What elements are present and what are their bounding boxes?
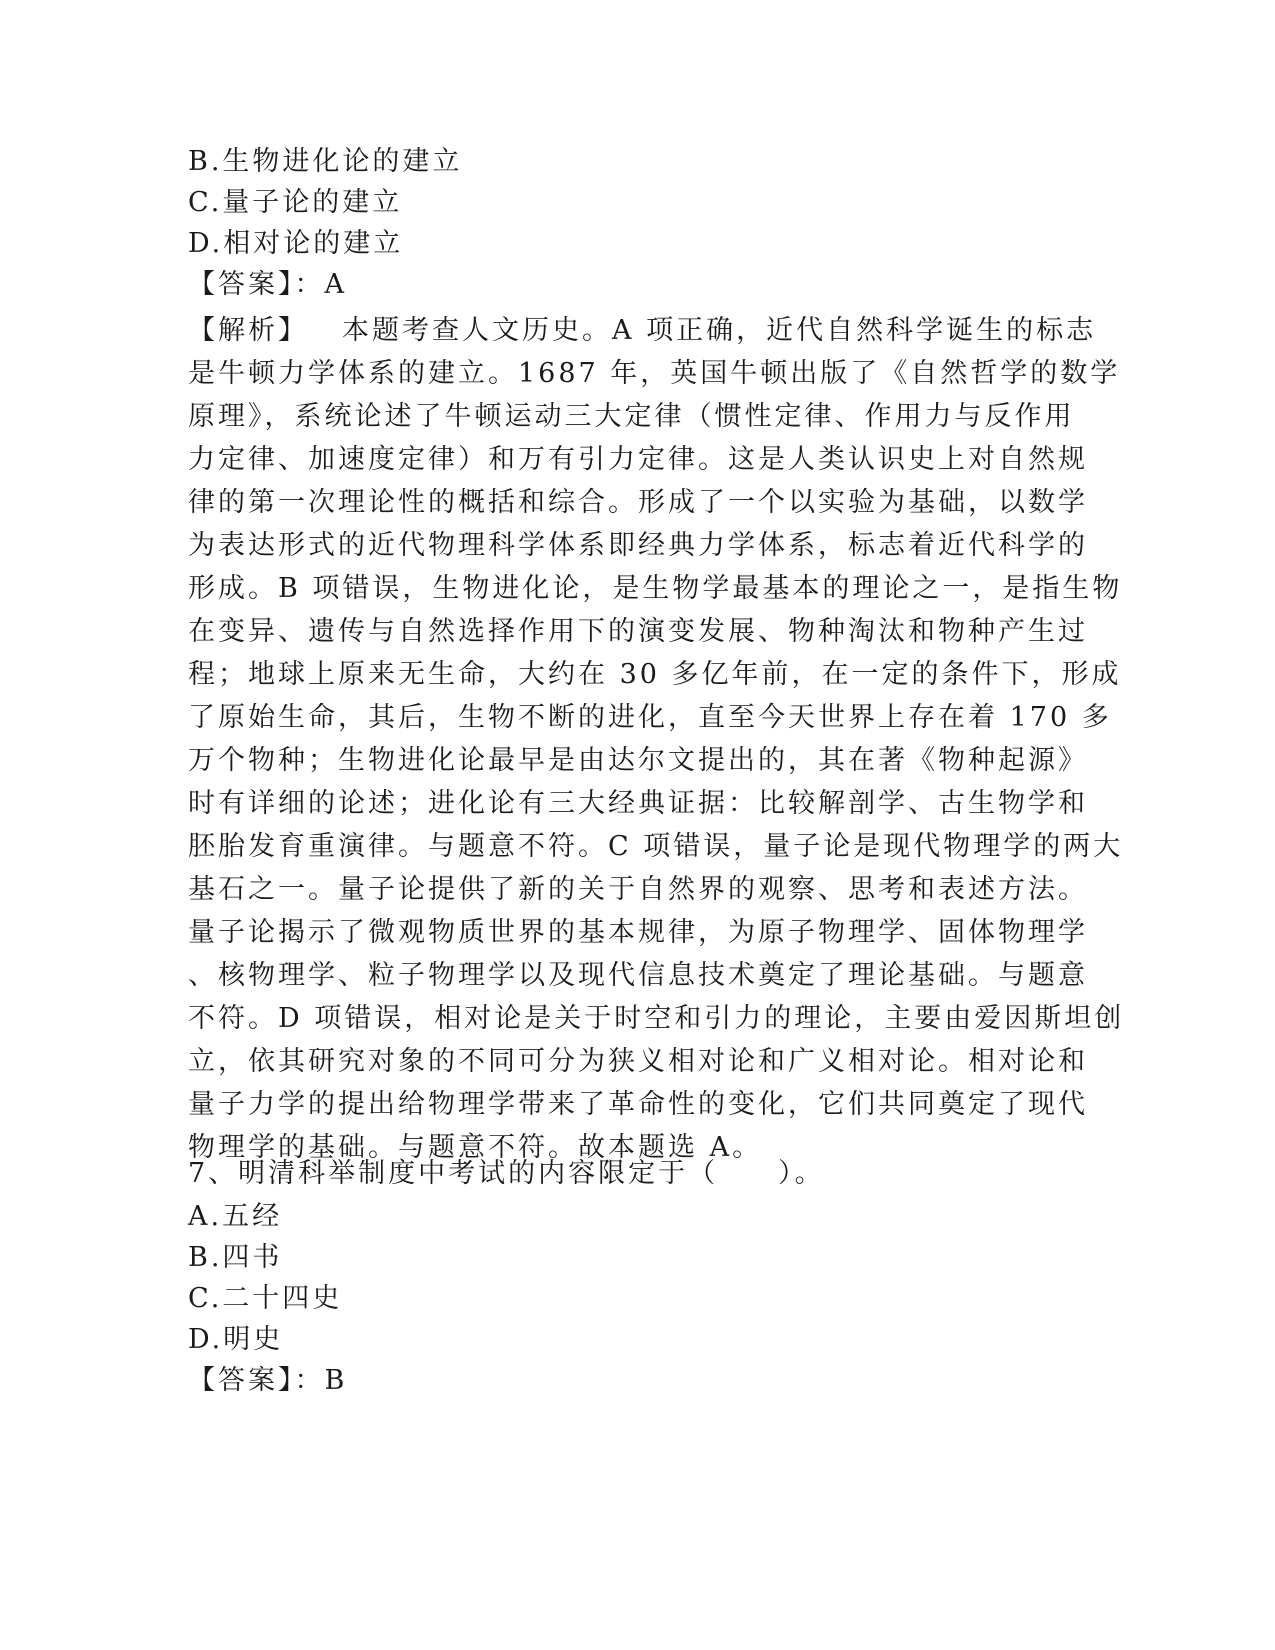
q6-analysis — [188, 309, 1125, 1169]
q7-option-d: D.明史 — [188, 1324, 284, 1355]
q7-option-a: A.五经 — [188, 1201, 283, 1232]
analysis-line: 原理》，系统论述了牛顿运动三大定律（惯性定律、作用力与反作用 — [188, 401, 1075, 432]
q7-answer — [188, 1361, 347, 1401]
analysis-line: 程；地球上原来无生命，大约在 30 多亿年前，在一定的条件下，形成 — [188, 659, 1122, 690]
q7-option-b: B.四书 — [188, 1242, 283, 1273]
q7-question: 7、明清科举制度中考试的内容限定于（ ）。 — [188, 1158, 825, 1189]
analysis-line: 为表达形式的近代物理科学体系即经典力学体系，标志着近代科学的 — [188, 530, 1088, 561]
analysis-line: 律的第一次理论性的概括和综合。形成了一个以实验为基础，以数学 — [188, 487, 1088, 518]
analysis-line: 在变异、遗传与自然选择作用下的演变发展、物种淘汰和物种产生过 — [188, 616, 1088, 647]
analysis-line: 、核物理学、粒子物理学以及现代信息技术奠定了理论基础。与题意 — [188, 960, 1088, 991]
analysis-line: 【解析】 本题考查人文历史。A 项正确，近代自然科学诞生的标志 — [188, 315, 1097, 346]
q6-option-c: C.量子论的建立 — [188, 187, 403, 218]
analysis-line: 时有详细的论述；进化论有三大经典证据：比较解剖学、古生物学和 — [188, 788, 1088, 819]
q6-option-b: B.生物进化论的建立 — [188, 146, 463, 177]
analysis-line: 力定律、加速度定律）和万有引力定律。这是人类认识史上对自然规 — [188, 444, 1088, 475]
analysis-line: 万个物种；生物进化论最早是由达尔文提出的，其在著《物种起源》 — [188, 745, 1088, 776]
answer-label: 【答案】： — [188, 269, 325, 300]
analysis-line: 立，依其研究对象的不同可分为狭义相对论和广义相对论。相对论和 — [188, 1046, 1088, 1077]
analysis-line: 量子论揭示了微观物质世界的基本规律，为原子物理学、固体物理学 — [188, 917, 1088, 948]
answer-value: A — [324, 269, 347, 300]
analysis-line: 胚胎发育重演律。与题意不符。C 项错误，量子论是现代物理学的两大 — [188, 831, 1124, 862]
q6-answer — [188, 265, 347, 305]
analysis-line: 量子力学的提出给物理学带来了革命性的变化，它们共同奠定了现代 — [188, 1089, 1088, 1120]
analysis-line: 是牛顿力学体系的建立。1687 年，英国牛顿出版了《自然哲学的数学 — [188, 358, 1121, 389]
analysis-line: 形成。B 项错误，生物进化论，是生物学最基本的理论之一，是指生物 — [188, 573, 1123, 604]
analysis-label: 【解析】 — [188, 315, 308, 346]
analysis-line: 基石之一。量子论提供了新的关于自然界的观察、思考和表述方法。 — [188, 874, 1088, 905]
answer-label: 【答案】： — [188, 1365, 325, 1396]
analysis-line: 了原始生命，其后，生物不断的进化，直至今天世界上存在着 170 多 — [188, 702, 1112, 733]
q7-option-c: C.二十四史 — [188, 1283, 343, 1314]
q6-option-d: D.相对论的建立 — [188, 228, 404, 259]
analysis-line: 不符。D 项错误，相对论是关于时空和引力的理论，主要由爱因斯坦创 — [188, 1003, 1125, 1034]
analysis-line: 物理学的基础。与题意不符。故本题选 A。 — [188, 1132, 763, 1163]
answer-value: B — [324, 1365, 348, 1396]
